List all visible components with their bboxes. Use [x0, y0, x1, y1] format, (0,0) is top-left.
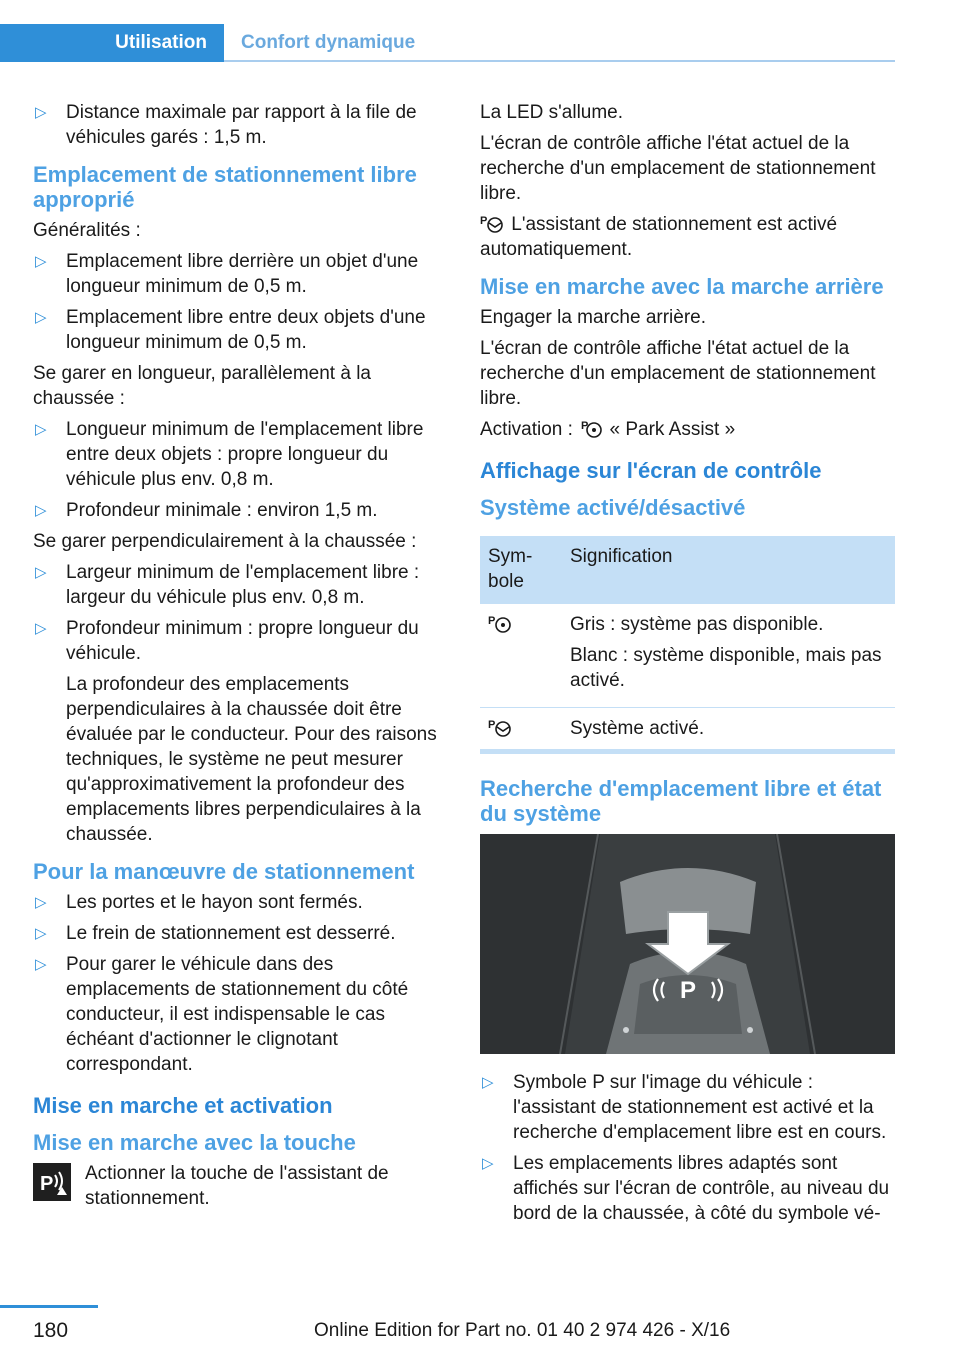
- bullet-triangle-icon: ▷: [35, 925, 47, 942]
- list-item: ▷ Les portes et le hayon sont fermés.: [35, 892, 363, 913]
- bullet-triangle-icon: ▷: [35, 894, 47, 911]
- svg-text:P: P: [679, 977, 697, 1004]
- heading-manoeuvre: Pour la manœuvre de stationnement: [33, 859, 415, 884]
- key-instruction: P Actionner la touche de l'assistant de stationnement.: [33, 1161, 447, 1211]
- paragraph: Se garer en longueur, parallèlement à la chaussée :: [33, 363, 372, 409]
- left-column: [33, 100, 447, 1211]
- bullet-triangle-icon: ▷: [35, 309, 47, 326]
- heading-recherche: Recherche d'emplacement libre et état du système: [480, 776, 882, 826]
- list-item: ▷ Profondeur minimale : environ 1,5 m.: [35, 500, 378, 521]
- bullet-triangle-icon: ▷: [35, 421, 47, 438]
- park-assist-active-icon: [480, 212, 506, 234]
- right-column: [480, 100, 896, 1232]
- svg-text:P: P: [488, 615, 496, 627]
- bullet-triangle-icon: ▷: [35, 502, 47, 519]
- heading-emplacement: Emplacement de stationnement libre approprié: [33, 162, 417, 212]
- list-item: ▷ Les emplacements libres adaptés sont affichés sur l'écran de contrôle, au niveau du bord de la chaussée, à côté du symbole vé-: [482, 1153, 890, 1224]
- park-assist-active-icon: [488, 716, 514, 738]
- list-item: ▷ Le frein de stationnement est desserré.: [35, 923, 396, 944]
- page-number: 180: [33, 1319, 69, 1342]
- list-item: ▷ Emplacement libre derrière un objet d'une longueur minimum de 0,5 m.: [35, 251, 419, 297]
- bullet-triangle-icon: ▷: [35, 956, 47, 973]
- svg-text:P: P: [480, 215, 488, 227]
- control-display-image: [480, 834, 895, 1054]
- footer-divider: [0, 1305, 98, 1308]
- list-item: ▷ Emplacement libre entre deux objets d'une longueur minimum de 0,5 m.: [35, 307, 426, 353]
- symbol-table: [480, 536, 895, 754]
- list-item-note: La profondeur des emplacements perpendiculaires à la chaussée doit être évaluée par le conducteur. Pour des raisons techniques, le système ne peut mesurer qu'approximativement la profondeur des emplacements libres perpendiculaires à la chaussée.: [66, 674, 437, 845]
- paragraph: L'écran de contrôle affiche l'état actuel de la recherche d'un emplacement de stationnement libre.: [480, 338, 876, 409]
- list-item: ▷ Profondeur minimum : propre longueur du véhicule. La profondeur des emplacements perpendiculaires à la chaussée doit être évaluée par le conducteur. Pour des raisons techniques, le système ne peut mesurer qu'approximativement la profondeur des emplacements libres perpendiculaires à la chaussée.: [33, 616, 447, 847]
- heading-touche: Mise en marche avec la touche: [33, 1130, 356, 1155]
- heading-systeme: Système activé/désactivé: [480, 495, 746, 520]
- tab-confort-dynamique[interactable]: Confort dynamique: [241, 32, 416, 53]
- list-item: ▷ Largeur minimum de l'emplacement libre : largeur du véhicule plus env. 0,8 m.: [35, 562, 420, 608]
- paragraph: Se garer perpendiculairement à la chaussée :: [33, 531, 417, 552]
- heading-marche-arriere: Mise en marche avec la marche arrière: [480, 274, 884, 299]
- page-header: [0, 0, 960, 62]
- edition-info: Online Edition for Part no. 01 40 2 974 426 - X/16: [314, 1320, 731, 1341]
- svg-text:P: P: [488, 719, 496, 731]
- paragraph: P L'assistant de stationnement est activé automatiquement.: [480, 214, 838, 260]
- svg-text:P: P: [40, 1173, 54, 1195]
- column-header-symbole: Sym-bole: [480, 536, 562, 604]
- bullet-triangle-icon: ▷: [482, 1074, 494, 1091]
- paragraph: L'écran de contrôle affiche l'état actuel de la recherche d'un emplacement de stationnement libre.: [480, 133, 876, 204]
- bullet-triangle-icon: ▷: [35, 620, 47, 637]
- table-row: P Gris : système pas disponible. Blanc : système disponible, mais pas activé.: [480, 604, 895, 708]
- tab-utilisation[interactable]: Utilisation: [0, 24, 224, 62]
- paragraph: La LED s'allume.: [480, 102, 624, 123]
- paragraph-activation: Activation : P « Park Assist »: [480, 419, 736, 440]
- bullet-triangle-icon: ▷: [482, 1155, 494, 1172]
- bullet-triangle-icon: ▷: [35, 253, 47, 270]
- bullet-triangle-icon: ▷: [35, 564, 47, 581]
- park-assist-key-icon: [33, 1163, 71, 1201]
- column-header-signification: Signification: [562, 536, 895, 604]
- list-item: ▷ Pour garer le véhicule dans des emplacements de stationnement du côté conducteur, il est indispensable le cas échéant d'actionner le clignotant correspondant.: [35, 954, 409, 1075]
- heading-mise-en-marche: Mise en marche et activation: [33, 1093, 333, 1118]
- table-header-row: [480, 536, 895, 604]
- list-item: ▷ Symbole P sur l'image du véhicule : l'assistant de stationnement est activé et la recherche d'emplacement libre est en cours.: [482, 1072, 887, 1143]
- table-row: P Système activé.: [480, 708, 895, 752]
- park-assist-inactive-icon: [488, 612, 514, 634]
- paragraph: Généralités :: [33, 220, 141, 241]
- header-divider: [224, 60, 895, 62]
- list-item: ▷ Longueur minimum de l'emplacement libre entre deux objets : propre longueur du véhicule plus env. 0,8 m.: [35, 419, 424, 490]
- park-assist-icon: [578, 417, 604, 439]
- svg-text:P: P: [581, 420, 589, 432]
- paragraph: Engager la marche arrière.: [480, 307, 706, 328]
- bullet-triangle-icon: ▷: [35, 104, 47, 121]
- list-item: ▷ Distance maximale par rapport à la file de véhicules garés : 1,5 m.: [35, 102, 417, 148]
- heading-affichage: Affichage sur l'écran de contrôle: [480, 458, 822, 483]
